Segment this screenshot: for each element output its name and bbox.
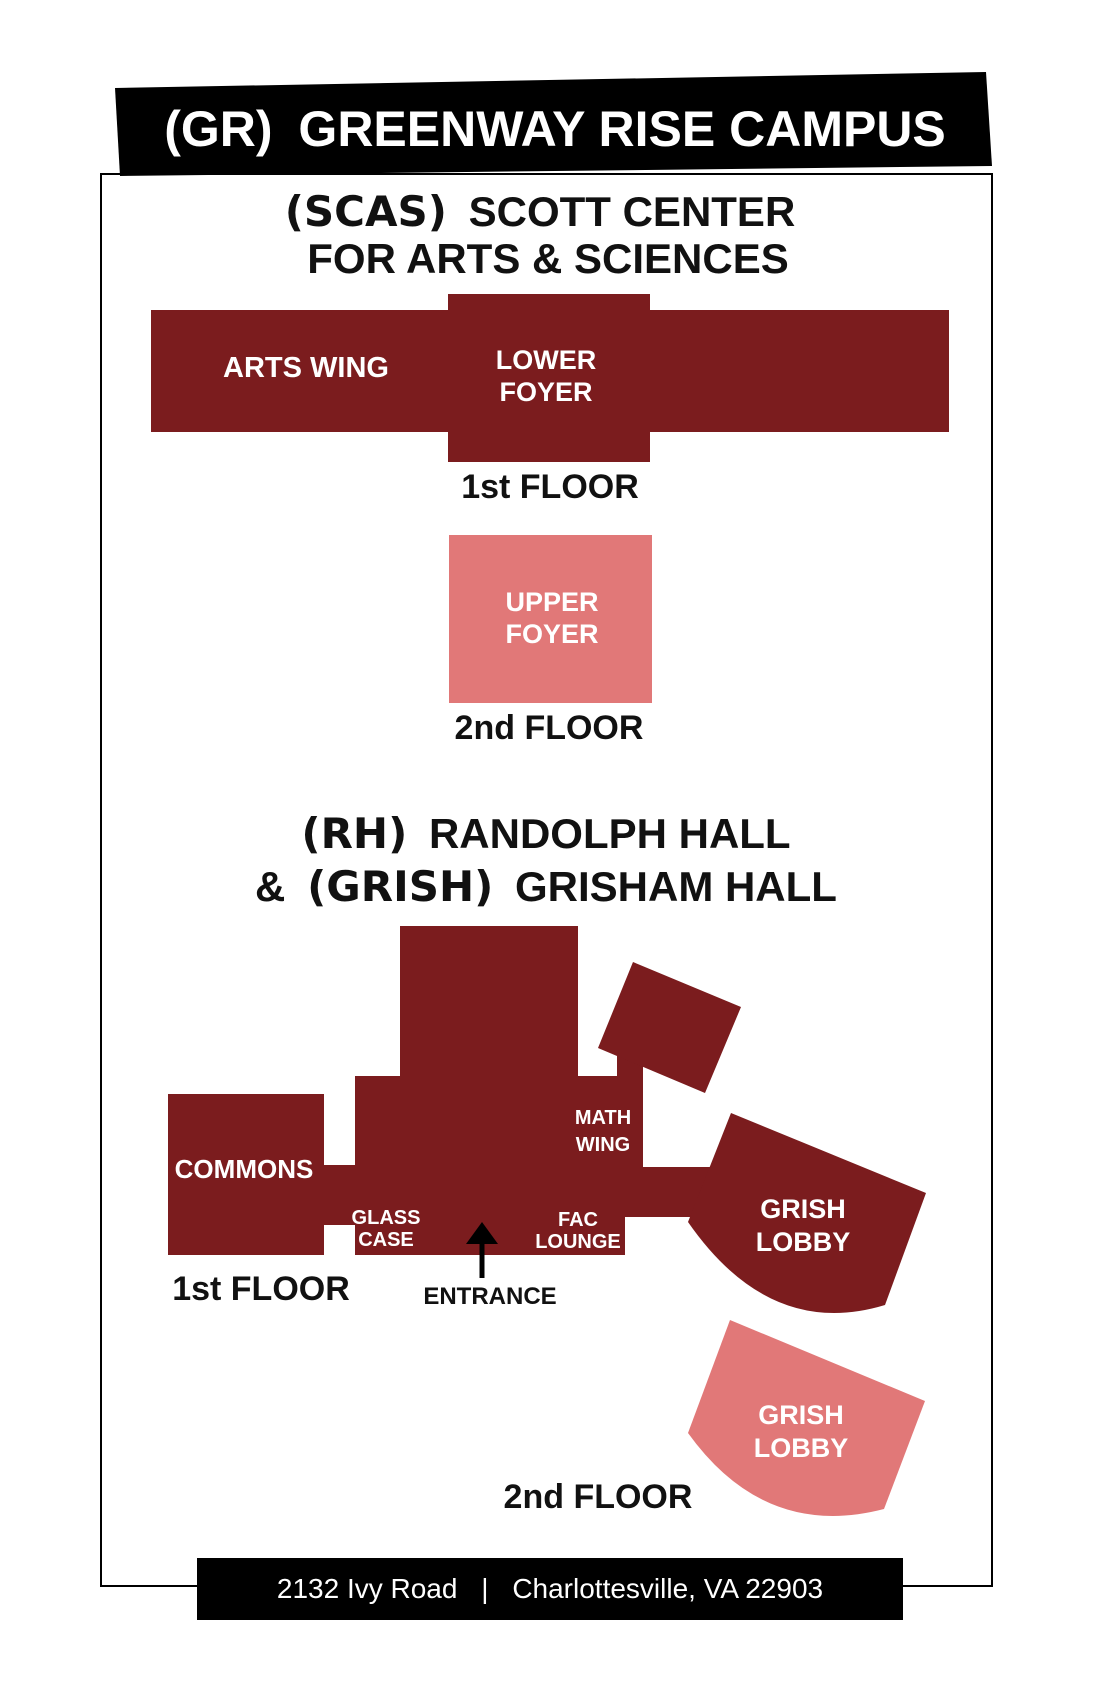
room-label-fac-lounge-1: FAC	[558, 1209, 598, 1231]
room-label-lower-foyer-2: FOYER	[499, 377, 593, 407]
room-label-grish-lobby-1: GRISH	[760, 1194, 846, 1224]
rh-amp: &	[255, 863, 286, 910]
footer-separator: |	[481, 1573, 489, 1604]
scas-code: (SCAS)	[284, 187, 447, 236]
room-label-commons: COMMONS	[174, 1154, 314, 1184]
rh-name: RANDOLPH HALL	[428, 810, 791, 857]
campus-name: GREENWAY RISE CAMPUS	[298, 101, 946, 157]
room-label-lower-foyer-1: LOWER	[495, 345, 597, 375]
campus-title	[164, 101, 946, 157]
room-label-grish-lobby2-2: LOBBY	[753, 1433, 849, 1463]
rh-heading-line1	[301, 809, 790, 858]
rh-floor2-label: 2nd FLOOR	[503, 1478, 693, 1516]
campus-code: (GR)	[164, 101, 273, 157]
room-label-grish-lobby-2: LOBBY	[755, 1227, 851, 1257]
room-label-math-wing-2: WING	[575, 1134, 631, 1156]
room-label-fac-lounge-2: LOUNGE	[535, 1231, 621, 1253]
scas-heading-line1	[285, 187, 796, 236]
room-label-glass-case-1: GLASS	[351, 1207, 421, 1229]
room-label-upper-foyer-1: UPPER	[505, 587, 599, 617]
room-label-math-wing-1: MATH	[574, 1107, 632, 1129]
footer-street: 2132 Ivy Road	[276, 1573, 458, 1604]
room-label-upper-foyer-2: FOYER	[505, 619, 599, 649]
grish-code: (GRISH)	[307, 862, 494, 911]
footer-city: Charlottesville, VA 22903	[512, 1573, 824, 1604]
footer-address	[277, 1573, 823, 1604]
scas-floor2-label: 2nd FLOOR	[454, 709, 644, 747]
entrance-label: ENTRANCE	[423, 1283, 557, 1310]
scas-name-line1: SCOTT CENTER	[468, 188, 796, 235]
room-label-grish-lobby2-1: GRISH	[758, 1400, 844, 1430]
rh-code: (RH)	[301, 809, 408, 858]
rh-heading-line2	[255, 862, 837, 911]
rh-floor1-label: 1st FLOOR	[172, 1270, 350, 1308]
grish-name: GRISHAM HALL	[514, 863, 837, 910]
scas-floor1-label: 1st FLOOR	[461, 468, 639, 506]
scas-heading-line2: FOR ARTS & SCIENCES	[307, 235, 789, 282]
room-label-glass-case-2: CASE	[358, 1229, 414, 1251]
room-label-arts-wing: ARTS WING	[223, 352, 389, 384]
